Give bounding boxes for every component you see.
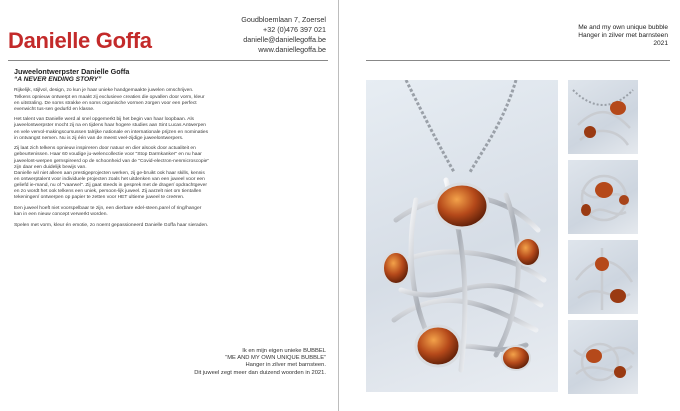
photo-divider — [366, 60, 670, 61]
article-paragraph-1: Rijkelijk, stijlvol, design, zo kun je haar unieke handgemaakte juwelen omschrijven. Telkens opnieuw ontwerpt en maakt zij exclusieve creaties die opvallen door vorm, kleur en uitstraling. De soms strakke en soms organische vormen zorgen voor een perfect evenwicht tus-sen gedurfd en klasse. — [14, 88, 205, 112]
contact-block — [241, 15, 326, 55]
contact-email: danielle@daniellegoffa.be — [243, 35, 326, 44]
contact-phone: +32 (0)476 397 021 — [263, 25, 326, 34]
article-subtitle: “A NEVER ENDING STORY” — [14, 76, 102, 84]
article — [14, 68, 210, 233]
thumbnail-photo-1 — [568, 80, 638, 154]
article-paragraph-2: Het talent van Danielle werd al snel opgemerkt bij het begin van haar loopbaan. Als juweelontwerpster mocht zij na en tijdens haar hogere studies aan Sint Lucas Antwerpen en vele vervol-makingscursussen talrijke nationale en internationale prijzen en nominaties in ontvangst nemen. Nu is zij één van de meest veel-zijdige juweelontwerpers. — [14, 117, 209, 141]
right-caption-subtitle: Hanger in zilver met barnsteen — [578, 32, 668, 39]
article-paragraph-5: Spelen met vorm, kleur én emotie, zo noemt gepassioneerd Danielle Goffa haar sieraden. — [14, 222, 209, 228]
right-caption-title: Me and my own unique bubble — [578, 24, 668, 31]
brand-name: Danielle Goffa — [8, 28, 152, 53]
caption-line-1: Ik en mijn eigen unieke BUBBEL — [242, 348, 326, 354]
left-page — [0, 0, 339, 411]
thumbnail-photo-4 — [568, 320, 638, 394]
right-caption-year: 2021 — [653, 40, 668, 47]
contact-website: www.daniellegoffa.be — [258, 45, 326, 54]
left-caption — [176, 348, 326, 377]
caption-line-2: “ME AND MY OWN UNIQUE BUBBLE” — [225, 355, 326, 362]
contact-address: Goudbloemlaan 7, Zoersel — [241, 15, 326, 24]
main-jewelry-photo — [366, 80, 558, 392]
caption-line-4: Dit juweel zegt meer dan duizend woorden in 2021. — [194, 369, 326, 376]
article-title: Juweelontwerpster Danielle Goffa — [14, 67, 130, 76]
right-page — [340, 0, 680, 411]
article-paragraph-3: Zij laat zich telkens opnieuw inspireren door natuur en dier alsook door actualiteit en gebeurtenissen. Haar 60 voudige ju-welencollectie voor "Stop Darmkanker" en nu haar juweelont-werpen geïnspireerd op de schoonheid van de "Covid-electron-nenmicroscopie" zijn daar een duidelijk bewijs van. Danielle wil niet alleen aan prestigeprojecten werken, zij ge-bruikt ook haar skills, kennis en ontwerptalent voor individuele projecten zoals het uitdenken van een juweel voor een geliefd ie-mand, nu of "vaarwel". Zij gaat steeds in gesprek met de drager/ opdrachtgever en zo wordt het ook telkens een uniek, persoon-lijk juweel. Zij aarzelt niet om tientallen tekeningen/ ontwerpen op papier te zetten voor HET ultieme juweel te creëren. — [14, 146, 210, 201]
header-divider — [8, 60, 328, 61]
article-paragraph-4: Een juweel hoeft niet voorspelbaar te zijn, een dierbare edel-steen,parel of ring/hanger kan in een nieuw concept verwerkt worden. — [14, 205, 202, 217]
right-caption — [578, 24, 668, 48]
thumbnail-photo-3 — [568, 240, 638, 314]
caption-line-3: Hanger in zilver met barnsteen. — [245, 362, 326, 369]
thumbnail-photo-2 — [568, 160, 638, 234]
